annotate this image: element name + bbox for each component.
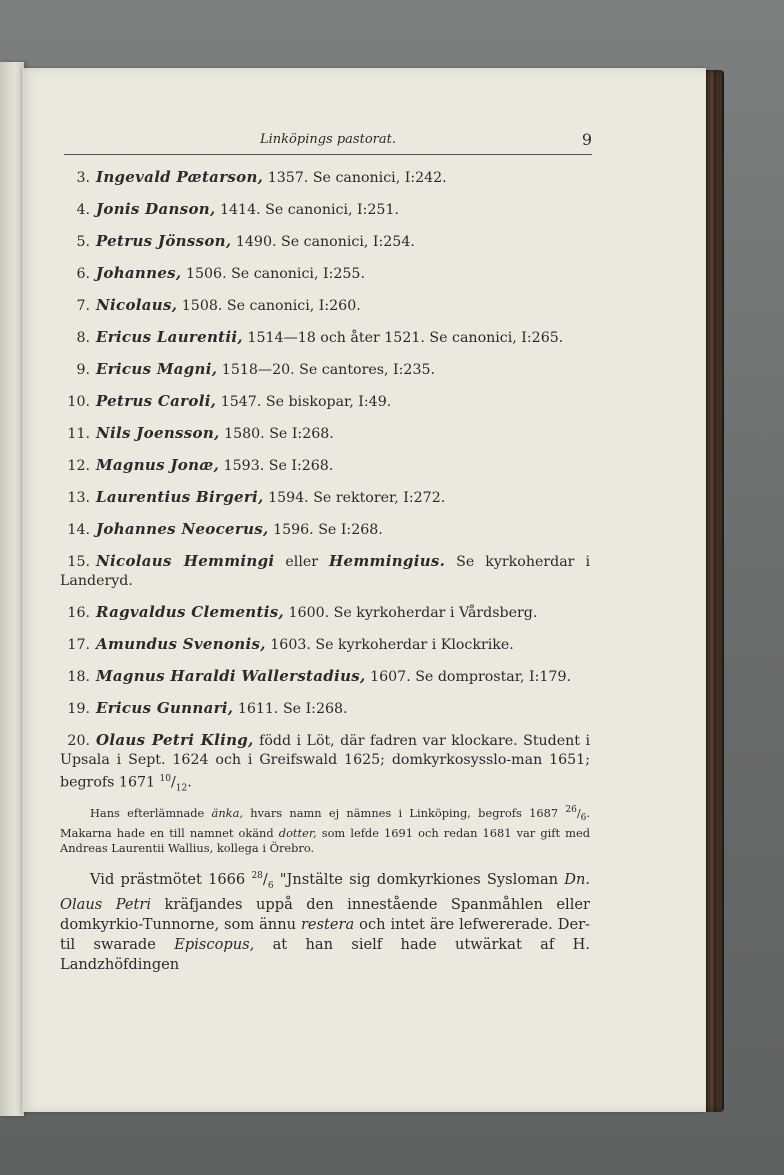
para-text: och intet äre lefwererade. Der-til swarade [60,916,590,954]
entry-text: 1596. Se I:268. [268,522,383,538]
page-number: 9 [581,130,592,149]
entry-name: Jonis Danson, [96,200,216,218]
fraction-numerator: 10 [159,774,171,784]
page-body [60,168,590,975]
book-page [22,68,706,1112]
entry-name: Ingevald Pætarson, [96,168,264,186]
entry-8 [60,328,590,348]
entry-text: eller [274,554,330,570]
entry-name: Laurentius Birgeri, [96,488,264,506]
header-title: Linköpings pastorat. [260,132,396,147]
entry-12 [60,456,590,476]
entry-number: 4. [76,202,90,218]
note-text: Hans efterlämnade [90,805,212,820]
entry-number: 8. [76,330,90,346]
entry-5 [60,232,590,252]
entry-4 [60,200,590,220]
entry-number: 20. [67,733,90,749]
left-page-edge [0,62,24,1116]
entry-text: 1490. Se canonici, I:254. [231,234,415,250]
entry-number: 16. [67,605,90,621]
note-text: . Makarna hade en till namnet okänd [60,805,591,840]
entry-name: Ericus Gunnari, [96,699,234,717]
entry-text: Se kyrkoherdar i Landeryd. [60,554,591,589]
entry-name: Amundus Svenonis, [96,635,266,653]
entry-6 [60,264,590,284]
entry-text: 1414. Se canonici, I:251. [215,202,399,218]
entry-text: 1547. Se biskopar, I:49. [216,394,392,410]
entry-number: 3. [76,170,90,186]
note-date-month: 6 [580,812,587,823]
entry-name: Petrus Jönsson, [96,232,232,250]
entry-text: 1603. Se kyrkoherdar i Klockrike. [265,637,514,653]
footnote-paragraph [60,803,590,856]
entry-text: 1607. Se domprostar, I:179. [365,669,571,685]
note-italic: dotter, [278,825,317,840]
entry-16 [60,603,590,623]
fraction-denominator: 12 [175,783,188,794]
para-italic: restera [300,916,355,934]
note-date-separator: / [576,805,581,820]
entry-number: 14. [67,522,90,538]
entry-number: 12. [67,458,90,474]
entry-text: 1594. Se rektorer, I:272. [263,490,446,506]
entry-number: 13. [67,490,90,506]
entry-number: 11. [67,426,90,442]
para-text: kräfjandes uppå den innestående Spanmåhlen eller domkyrkio-Tunnorne, som ännu [60,896,591,934]
para-date-separator: / [262,870,268,888]
entry-name: Johannes Neocerus, [96,520,269,538]
entry-name: Ericus Laurentii, [96,328,243,346]
entry-number: 15. [67,554,90,570]
entry-name-alt: Hemmingius. [329,552,446,570]
entry-text: 1518—20. Se cantores, I:235. [217,362,436,378]
entry-13 [60,488,590,508]
note-date-day: 26 [565,804,577,815]
entry-name: Magnus Jonæ, [96,456,220,474]
note-italic: änka, [211,805,243,820]
entry-text: född i Löt, där fadren var klockare. Student i Upsala i Sept. 1624 och i Greifswald 1625; domkyrkosysslo-man 1651; begrofs 1671 [60,733,590,791]
entry-number: 7. [76,298,90,314]
entry-20 [60,731,590,799]
para-text: "Jnstälte sig domkyrkiones Sysloman [273,870,565,888]
entry-11 [60,424,590,444]
running-header [64,130,592,155]
entry-19 [60,699,590,719]
entry-10 [60,392,590,412]
entry-text: 1514—18 och åter 1521. Se canonici, I:265. [242,330,564,346]
entry-name: Petrus Caroli, [96,392,217,410]
entry-text: 1611. Se I:268. [233,701,348,717]
note-text: hvars namn ej nämnes i Linköping, begrofs 1687 [243,805,566,820]
entry-name: Ericus Magni, [96,360,218,378]
para-text: at han sielf hade utwärkat af H. Landzhöfdingen [60,936,590,974]
entry-3 [60,168,590,188]
entry-text-end: . [187,774,192,791]
para-italic: Dn. Olaus Petri [60,870,591,914]
fraction-separator: / [171,774,176,791]
entry-text: 1593. Se I:268. [219,458,334,474]
entry-name: Nicolaus, [96,296,178,314]
entry-number: 9. [76,362,90,378]
entry-number: 18. [67,669,90,685]
entry-name: Olaus Petri Kling, [96,731,254,749]
entry-name: Nils Joensson, [96,424,220,442]
entry-number: 6. [76,266,90,282]
note-text: som lefde 1691 och redan 1681 var gift med Andreas Laurentii Wallius, kollega i Örebro. [60,825,590,855]
entry-name: Johannes, [96,264,182,282]
entry-text: 1580. Se I:268. [219,426,334,442]
entry-number: 19. [67,701,90,717]
entry-9 [60,360,590,380]
entry-number: 5. [76,234,90,250]
entry-15 [60,552,590,591]
entry-name: Nicolaus Hemmingi [96,552,275,570]
entry-number: 17. [67,637,90,653]
entry-number: 10. [67,394,90,410]
entry-17 [60,635,590,655]
para-italic: Episcopus, [174,936,255,954]
para-text: Vid prästmötet 1666 [90,870,252,888]
entry-14 [60,520,590,540]
body-paragraph [60,866,590,976]
entry-name: Ragvaldus Clementis, [96,603,285,621]
entry-name: Magnus Haraldi Wallerstadius, [96,667,366,685]
entry-text: 1508. Se canonici, I:260. [177,298,361,314]
para-date-day: 28 [251,870,263,881]
entry-text: 1600. Se kyrkoherdar i Vårdsberg. [284,605,538,621]
entry-7 [60,296,590,316]
entry-text: 1506. Se canonici, I:255. [181,266,365,282]
para-date-month: 6 [267,880,274,891]
entry-18 [60,667,590,687]
entry-text: 1357. Se canonici, I:242. [263,170,447,186]
